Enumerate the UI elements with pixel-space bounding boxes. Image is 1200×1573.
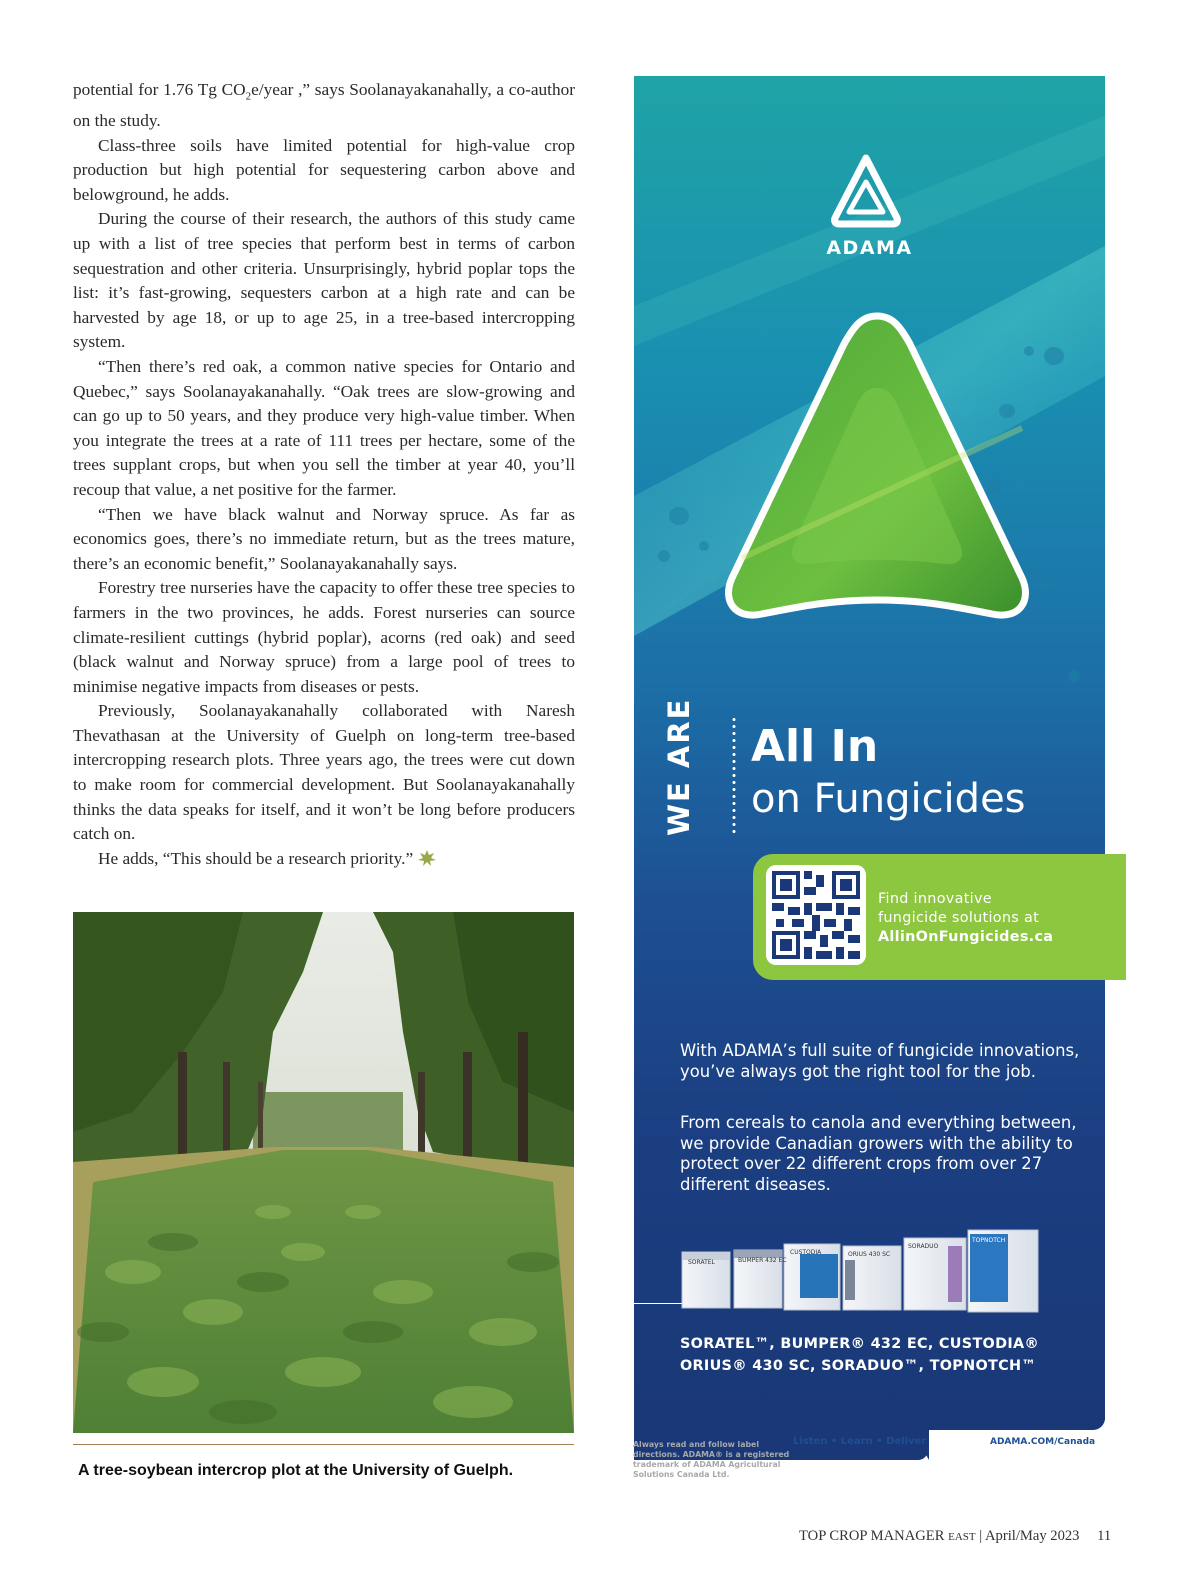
box-label: CUSTODIA: [790, 1249, 822, 1256]
paragraph: Forestry tree nurseries have the capacity to offer these tree species to farmers in the two provinces, he adds. Forest nurseries can source climate-resilient cuttings (hybrid poplar), acorns (red oak) and seed (black walnut and Norway spruce) from a large pool of trees to minimise negative impacts from diseases or pests.: [73, 578, 575, 696]
paragraph: He adds, “This should be a research priority.”: [73, 847, 575, 872]
product-names-line2: ORIUS® 430 SC, SORADUO™, TOPNOTCH™: [680, 1358, 1037, 1374]
product-names-line1: SORATEL™, BUMPER® 432 EC, CUSTODIA®: [680, 1336, 1040, 1352]
brand-name: ADAMA: [826, 237, 913, 259]
cta-text: Find innovative fungicide solutions at AllinOnFungicides.ca: [878, 890, 1118, 947]
qr-code-icon: [772, 871, 860, 959]
adama-advertisement[interactable]: [634, 76, 1105, 1420]
ad-body-2: From cereals to canola and everything between, we provide Canadian growers with the ability to protect over 22 different crops from over 27 different diseases.: [680, 1113, 1077, 1194]
adama-logo-icon: [831, 154, 901, 229]
leaf-end-icon: [417, 849, 437, 867]
paragraph: “Then there’s red oak, a common native species for Ontario and Quebec,” says Soolanayakanahally. “Oak trees are slow-growing and can go up to 50 years, and they produce very high-value timber. When you integrate the trees at a rate of 111 trees per hectare, some of the trees supplant crops, but when you sell the timber at year 40, you’ll recoup that value, a net positive for the farmer.: [73, 356, 575, 499]
paragraph: Class-three soils have limited potential for high-value crop production but high potential for sequestering carbon above and belowground, he adds.: [73, 135, 575, 204]
page-footer: [799, 1528, 1111, 1545]
ad-corner: [928, 1418, 1105, 1430]
paragraph: potential for 1.76 Tg $CO_2e$/year ,” says Soolanayakanahally, a co-author on the study.: [73, 80, 575, 131]
headline-line2: on Fungicides: [751, 776, 1026, 822]
page-number: 11: [1097, 1528, 1112, 1544]
qr-code[interactable]: [766, 865, 866, 965]
cta-url-link[interactable]: AllinOnFungicides.ca: [878, 929, 1054, 945]
issue-date: | April/May 2023: [979, 1528, 1080, 1544]
headline-line1: All In: [751, 721, 879, 772]
box-label: TOPNOTCH: [972, 1237, 1006, 1244]
edition: EAST: [948, 1531, 976, 1543]
big-a-leaf-icon: [722, 308, 1032, 628]
box-label: BUMPER 432 EC: [738, 1257, 787, 1264]
magazine-name: TOP CROP MANAGER: [799, 1528, 945, 1544]
box-label: SORATEL: [688, 1259, 715, 1266]
article-body: [73, 78, 575, 871]
field-photo: [73, 912, 574, 1433]
paragraph: During the course of their research, the authors of this study came up with a list of tree species that perform best in terms of carbon sequestration and other criteria. Unsurprisingly, hybrid poplar tops the list: it’s fast-growing, sequesters carbon at a high rate and can be harvested by age 18, or up to age 25, in a tree-based intercropping system.: [73, 209, 575, 352]
product-names: [680, 1333, 1080, 1377]
box-label: SORADUO: [908, 1243, 939, 1250]
photo-caption: A tree-soybean intercrop plot at the University of Guelph.: [78, 1462, 514, 1479]
ad-tagline: Listen • Learn • Deliver: [793, 1436, 927, 1447]
caption-rule: [73, 1444, 574, 1445]
product-boxes: [680, 1224, 1060, 1320]
box-label: ORIUS 430 SC: [848, 1251, 891, 1258]
paragraph: Previously, Soolanayakanahally collaborated with Naresh Thevathasan at the University of Guelph on long-term tree-based intercropping research plots. Three years ago, the trees were cut down to make room for commercial development. But Soolanayakanahally thinks the data speaks for itself, and it won’t be long before producers catch on.: [73, 701, 575, 844]
paragraph: “Then we have black walnut and Norway spruce. As far as economics goes, there’s no immediate return, but as the trees mature, there’s an economic benefit,” Soolanayakanahally says.: [73, 504, 575, 573]
dotted-divider: [732, 716, 736, 834]
ad-body-1: With ADAMA’s full suite of fungicide innovations, you’ve always got the right tool for the job.: [680, 1041, 1080, 1081]
product-rule: [634, 1303, 682, 1304]
ad-disclaimer: Always read and follow label directions. ADAMA® is a registered trademark of ADAMA Agricultural Solutions Canada Ltd.: [633, 1440, 790, 1479]
adama-url-link[interactable]: ADAMA.COM/Canada: [990, 1437, 1096, 1447]
we-are-label: WE ARE: [662, 697, 696, 836]
